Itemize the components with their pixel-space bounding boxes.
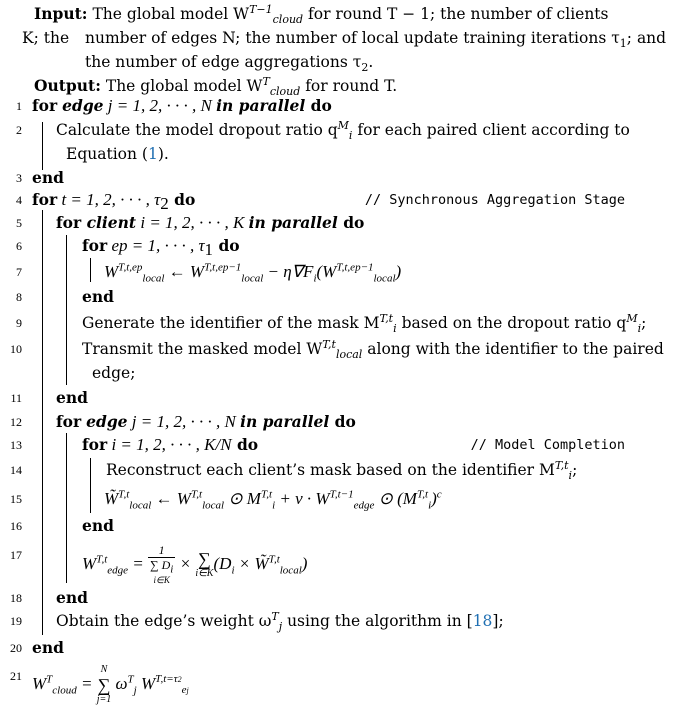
line-9-a: Generate the identifier of the mask M	[82, 314, 380, 332]
keyword-client: client	[81, 213, 137, 232]
algo-line-1	[0, 94, 637, 118]
line-9-sup2: M	[626, 311, 638, 325]
line-number: 1	[16, 99, 22, 113]
f21-we: W	[136, 673, 156, 693]
input-text-1: The global model W	[92, 5, 250, 23]
line-2-sub: i	[348, 129, 353, 143]
input-text-4: the number of edge aggregations τ	[85, 53, 362, 71]
f17-bclose: )	[301, 553, 308, 573]
output-end: for round T.	[300, 77, 398, 95]
f21-omega: ω	[111, 673, 128, 693]
f15-odot: ⊙ M	[224, 489, 261, 508]
line-10-sup: T,t	[322, 337, 336, 351]
local-update-formula	[104, 260, 401, 284]
f17-sum	[195, 550, 213, 580]
line-number: 18	[10, 591, 22, 605]
f-mid: − η∇F	[263, 262, 314, 281]
line-2-c: Equation (	[66, 145, 148, 163]
algo-line-2-cont	[0, 142, 637, 166]
f15-odot2: ⊙	[374, 489, 398, 508]
line-9-sup: T,t	[379, 311, 394, 325]
line-9-b: based on the dropout ratio q	[396, 314, 627, 332]
input-text-3-end: ; and	[626, 29, 667, 47]
input-line-2	[85, 26, 685, 50]
keyword-end: end	[32, 638, 64, 657]
f21-wsub2: j	[186, 686, 189, 696]
f-sup3: T,t,ep−1	[336, 261, 374, 274]
loop-range: ep = 1, · · · , τ	[107, 236, 205, 255]
f21-sum-top: N	[100, 664, 108, 675]
line-19-sup: T	[271, 609, 279, 623]
tau-sub: 2	[160, 194, 169, 214]
keyword-for: for	[32, 190, 58, 209]
algo-line-14	[0, 458, 637, 482]
keyword-for: for	[82, 435, 108, 454]
line-4-text	[32, 188, 195, 212]
line-number: 10	[10, 342, 22, 356]
f21-wsub: e	[181, 684, 187, 697]
line-number: 7	[16, 265, 22, 279]
f15-close: )	[431, 489, 437, 508]
keyword-do: do	[213, 236, 240, 255]
input-text-3-sub: 1	[619, 37, 627, 51]
algo-line-2	[0, 118, 637, 142]
line-12-text	[56, 410, 356, 434]
algo-line-19	[0, 609, 637, 633]
f17-fraction	[148, 543, 175, 587]
keyword-in-parallel: in parallel	[216, 96, 306, 115]
comment-model-completion: // Model Completion	[470, 437, 625, 453]
f15-sup4: T,t−1	[329, 488, 354, 501]
line-14-a: Reconstruct each client’s mask based on the identifier M	[106, 461, 555, 479]
f17-times: ×	[175, 553, 196, 573]
keyword-end: end	[82, 287, 114, 306]
output-text: The global model W	[105, 77, 263, 95]
line-number: 8	[16, 290, 22, 304]
f15-plus: + ν · W	[275, 489, 330, 508]
line-2-d: ).	[157, 145, 169, 163]
f15-sup1: T,t	[118, 488, 130, 501]
f21-eq: =	[76, 673, 97, 693]
f15-sub4: edge	[353, 499, 375, 512]
loop-range: t = 1, 2, · · · , τ	[57, 190, 161, 209]
output-sub: cloud	[269, 85, 301, 99]
line-10-c: edge;	[92, 364, 136, 382]
line-number: 4	[16, 193, 22, 207]
algo-line-20	[0, 636, 637, 660]
line-5-text	[56, 211, 364, 235]
line-2-text	[56, 118, 630, 142]
f15-sub5: i	[428, 499, 432, 512]
keyword-in-parallel: in parallel	[240, 412, 330, 431]
line-19-text	[56, 609, 504, 633]
algo-line-9	[0, 311, 647, 336]
line-number: 13	[10, 438, 22, 452]
f15-w: W̃	[104, 489, 119, 508]
line-10-a: Transmit the masked model W	[82, 340, 323, 358]
reference-link[interactable]: 18	[472, 612, 493, 630]
keyword-edge: edge	[62, 96, 104, 115]
f-fsub: i	[313, 272, 317, 285]
input-sub: cloud	[272, 13, 304, 27]
f15-sub3: i	[272, 499, 276, 512]
f21-osub: j	[133, 684, 137, 697]
comment-sync-stage: // Synchronous Aggregation Stage	[364, 192, 625, 208]
f-sub3: local	[373, 272, 396, 285]
line-number: 2	[16, 123, 22, 137]
input-text-4-sub: 2	[361, 61, 369, 75]
f21-sub: cloud	[52, 684, 77, 697]
input-text-3: number of edges N; the number of local update training iterations τ	[85, 29, 620, 47]
line-14-sup: T,t	[554, 458, 569, 472]
f17-num: 1	[148, 543, 175, 558]
keyword-end: end	[56, 588, 88, 607]
line-19-b: using the algorithm in [	[282, 612, 473, 630]
input-sup: T−1	[249, 2, 273, 16]
algo-line-11	[0, 386, 637, 410]
algo-line-13	[0, 433, 637, 457]
f21-wsup: T,t=τ	[155, 673, 178, 686]
f17-bsub: i	[231, 564, 235, 577]
f21-wsub-group	[182, 684, 189, 696]
edge-aggregation-formula	[82, 543, 307, 587]
line-9-c: ;	[641, 314, 647, 332]
f15-sub1: local	[129, 499, 152, 512]
algo-line-6	[0, 234, 637, 258]
keyword-end: end	[32, 168, 64, 187]
line-1-text	[32, 94, 332, 118]
algo-line-10-cont	[0, 361, 637, 385]
line-2-b: for each paired client according to	[352, 121, 630, 139]
f-close: )	[395, 262, 402, 281]
output-label: Output:	[34, 76, 101, 95]
line-number: 20	[10, 641, 22, 655]
f15-sup5: T,t	[416, 488, 429, 501]
f21-w: W	[32, 673, 47, 693]
f17-sub: edge	[107, 564, 129, 577]
f-sup2: T,t,ep−1	[204, 261, 242, 274]
f17-w: W	[82, 553, 97, 573]
algo-line-21	[0, 664, 637, 705]
algo-line-5	[0, 211, 637, 235]
keyword-for: for	[56, 213, 82, 232]
keyword-do: do	[231, 435, 259, 454]
line-10-sub: local	[335, 348, 363, 362]
keyword-do: do	[305, 96, 332, 115]
algo-line-8	[0, 285, 637, 309]
f21-sum-lim: j=1	[96, 694, 112, 705]
algo-line-15	[0, 487, 637, 511]
f17-bsub2: local	[279, 564, 302, 577]
line-14-b: ;	[572, 461, 578, 479]
line-number: 17	[10, 548, 22, 562]
f17-body: (D	[213, 553, 232, 573]
f-w: W	[104, 262, 119, 281]
f21-sum-sym: ∑	[97, 675, 111, 695]
keyword-for: for	[32, 96, 58, 115]
line-9-sub2: i	[637, 322, 642, 336]
line-2-sup: M	[337, 118, 349, 132]
algo-line-4	[0, 188, 637, 212]
f21-wsup-sub: 2	[177, 675, 182, 685]
line-number: 21	[10, 669, 22, 683]
line-number: 15	[10, 492, 22, 506]
f17-sum-lim: i∈K	[195, 568, 214, 579]
line-number: 5	[16, 216, 22, 230]
keyword-end: end	[56, 388, 88, 407]
loop-range: j = 1, 2, · · · , N	[103, 96, 217, 115]
f21-sum	[97, 664, 112, 706]
f17-den	[148, 558, 175, 587]
f21-osup: T	[127, 673, 134, 686]
keyword-do: do	[329, 412, 356, 431]
f17-sup: T,t	[96, 553, 108, 566]
f15-csup: c	[436, 488, 442, 501]
keyword-do: do	[168, 190, 196, 209]
line-14-sub: i	[568, 469, 573, 483]
input-text-4-end: .	[368, 53, 374, 71]
algo-line-3	[0, 166, 637, 190]
line-10-text	[82, 337, 664, 361]
f15-sup3: T,t	[260, 488, 273, 501]
line-9-text	[82, 311, 646, 335]
input-label: Input:	[34, 4, 88, 23]
keyword-do: do	[337, 213, 365, 232]
line-number: 14	[10, 463, 22, 477]
f15-sup2: T,t	[190, 488, 203, 501]
model-completion-formula	[104, 487, 442, 511]
line-14-text	[106, 458, 577, 482]
f17-den-lim: i∈K	[153, 575, 170, 585]
line-2-cont-text	[66, 142, 169, 166]
input-line-3	[85, 50, 685, 74]
f-sub1: local	[142, 272, 165, 285]
line-13-text	[82, 433, 258, 457]
f17-den-text: ∑ D	[150, 558, 171, 572]
keyword-for: for	[82, 236, 108, 255]
line-10-b: along with the identifier to the paired	[362, 340, 664, 358]
line-19-c: ];	[492, 612, 504, 630]
f17-btimes: × W̃	[234, 553, 269, 573]
tau-sub: 1	[204, 240, 214, 260]
line-number: 3	[16, 171, 22, 185]
f17-eq: =	[128, 553, 149, 573]
line-number: 12	[10, 415, 22, 429]
input-text-2: for round T − 1; the number of clients K; the	[22, 5, 609, 47]
f15-arrow: ← W	[151, 489, 191, 508]
line-9-sub: i	[393, 322, 397, 336]
f-arrow: ← W	[164, 262, 205, 281]
f21-wsup-group	[155, 673, 181, 685]
cloud-aggregation-formula	[32, 664, 189, 706]
keyword-in-parallel: in parallel	[248, 213, 338, 232]
f-open: (W	[316, 262, 337, 281]
line-6-text	[82, 234, 240, 258]
algo-line-16	[0, 514, 637, 538]
f15-sub2: local	[202, 499, 225, 512]
line-2-a: Calculate the model dropout ratio q	[56, 121, 338, 139]
f17-sum-sym: ∑	[197, 549, 211, 569]
f17-bsup: T,t	[268, 553, 280, 566]
keyword-end: end	[82, 516, 114, 535]
algo-line-7	[0, 260, 637, 284]
keyword-for: for	[56, 412, 82, 431]
line-number: 11	[10, 391, 22, 405]
line-19-sub: j	[278, 620, 283, 634]
loop-range: j = 1, 2, · · · , N	[127, 412, 241, 431]
keyword-edge: edge	[86, 412, 128, 431]
loop-range: i = 1, 2, · · · , K/N	[107, 435, 232, 454]
algo-line-12	[0, 410, 637, 434]
f-sup1: T,t,ep	[118, 261, 143, 274]
f15-paren: (M	[397, 489, 417, 508]
line-number: 19	[10, 614, 22, 628]
output-sup: T	[262, 74, 270, 88]
line-19-a: Obtain the edge’s weight ω	[56, 612, 272, 630]
algo-line-17	[0, 543, 637, 585]
loop-range: i = 1, 2, · · · , K	[136, 213, 249, 232]
equation-link[interactable]: 1	[147, 145, 158, 163]
line-number: 9	[16, 316, 22, 330]
algo-line-18	[0, 586, 637, 610]
algo-line-10	[0, 337, 664, 362]
line-number: 6	[16, 239, 22, 253]
f21-sup: T	[46, 673, 53, 686]
f-sub2: local	[241, 272, 264, 285]
line-number: 16	[10, 519, 22, 533]
f17-den-sub: i	[170, 563, 174, 576]
